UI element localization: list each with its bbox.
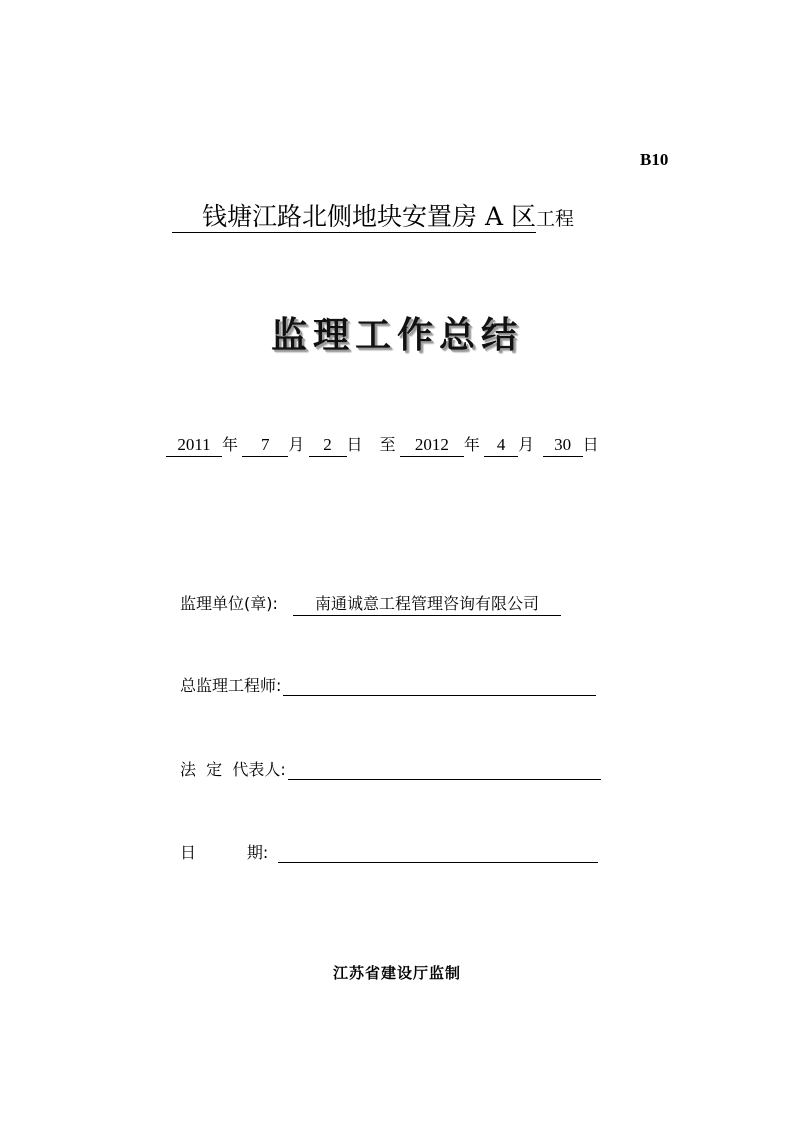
month-char-2: 月 xyxy=(518,435,535,454)
company-row xyxy=(180,591,561,616)
issuer-footer: 江苏省建设厅监制 xyxy=(332,964,461,982)
project-name-line xyxy=(172,197,574,233)
company-label: 监理单位(章): xyxy=(180,594,278,613)
to-char: 至 xyxy=(379,435,396,454)
year-char: 年 xyxy=(222,435,239,454)
form-code: B10 xyxy=(640,150,669,169)
date-row xyxy=(180,840,598,863)
month-char: 月 xyxy=(288,435,305,454)
document-title: 监理工作总结 xyxy=(270,315,523,356)
company-value: 南通诚意工程管理咨询有限公司 xyxy=(293,591,561,616)
chief-engineer-label: 总监理工程师: xyxy=(180,676,282,695)
legal-rep-line[interactable] xyxy=(288,761,601,780)
project-name: 钱塘江路北侧地块安置房 A 区 xyxy=(172,202,536,233)
day-char-2: 日 xyxy=(582,435,599,454)
end-month: 4 xyxy=(484,435,518,457)
project-suffix: 工程 xyxy=(535,208,574,230)
end-year: 2012 xyxy=(400,435,464,457)
end-day: 30 xyxy=(543,435,583,457)
legal-rep-row xyxy=(180,757,601,780)
start-day: 2 xyxy=(309,435,347,457)
period-line xyxy=(166,432,599,457)
chief-engineer-line[interactable] xyxy=(283,677,596,696)
legal-rep-label: 法 定 代表人: xyxy=(180,760,286,779)
date-line[interactable] xyxy=(278,844,598,863)
start-month: 7 xyxy=(242,435,288,457)
chief-engineer-row xyxy=(180,673,596,696)
day-char: 日 xyxy=(346,435,363,454)
start-year: 2011 xyxy=(166,435,222,457)
year-char-2: 年 xyxy=(463,435,480,454)
date-label: 日 期: xyxy=(180,843,269,862)
